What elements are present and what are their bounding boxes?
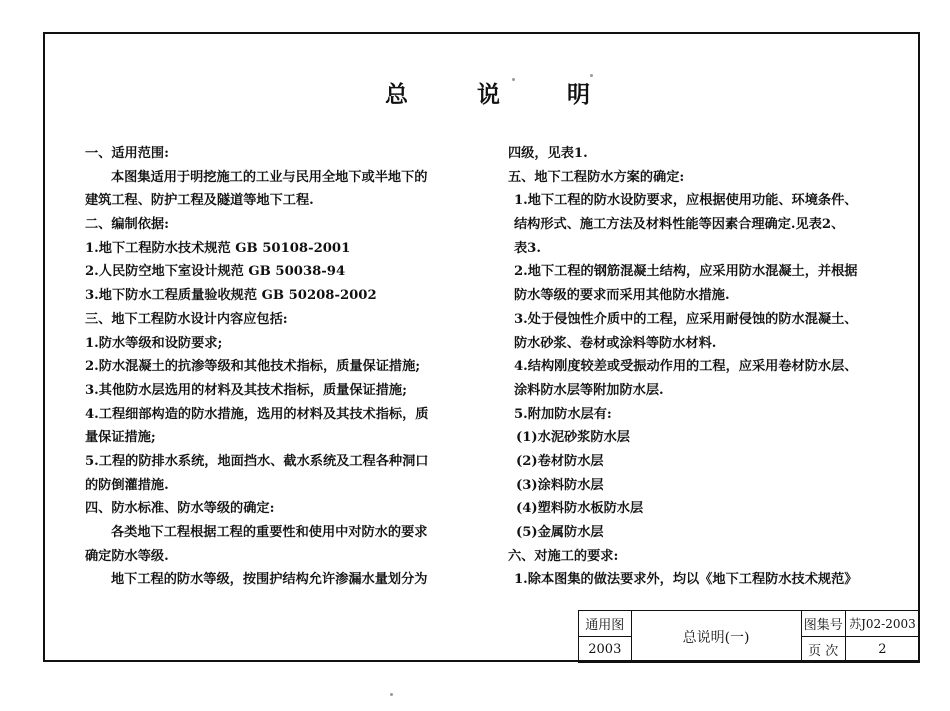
title-char-2: 说 [477, 81, 501, 108]
text-line: 1.除本图集的做法要求外，均以《地下工程防水技术规范》 [514, 572, 858, 588]
text-line: 3.其他防水层选用的材料及其技术指标，质量保证措施; [85, 382, 407, 398]
atlas-number: 苏J02-2003 [845, 611, 919, 637]
title-char-3: 明 [567, 81, 591, 108]
text-line: 5.附加防水层有: [514, 406, 612, 422]
text-line: 1.地下工程的防水设防要求，应根据使用功能、环境条件、 [514, 193, 858, 209]
text-line: 3.地下防水工程质量验收规范 GB 50208-2002 [85, 288, 377, 304]
list-item: (3)涂料防水层 [516, 477, 604, 493]
text-line: 表3. [514, 240, 541, 256]
year: 2003 [579, 637, 632, 663]
title-block [578, 610, 920, 663]
text-line: 五、地下工程防水方案的确定: [508, 169, 685, 185]
text-line: 的防倒灌措施. [85, 477, 169, 493]
list-item: (4)塑料防水板防水层 [516, 501, 644, 517]
atlas-number-label: 图集号 [801, 611, 845, 637]
text-line: 本图集适用于明挖施工的工业与民用全地下或半地下的 [111, 169, 428, 185]
text-line: 二、编制依据: [85, 217, 169, 233]
text-line: 确定防水等级. [85, 548, 169, 564]
general-drawing-label: 通用图 [579, 611, 632, 637]
text-line: 三、地下工程防水设计内容应包括: [85, 311, 288, 327]
text-line: 5.工程的防排水系统，地面挡水、截水系统及工程各种洞口 [85, 453, 429, 469]
text-line: 一、适用范围: [85, 146, 169, 161]
text-line: 2.防水混凝土的抗渗等级和其他技术指标，质量保证措施; [85, 359, 421, 375]
scan-speck [390, 693, 393, 696]
text-line: 四、防水标准、防水等级的确定: [85, 501, 275, 517]
text-line: 涂料防水层等附加防水层. [514, 382, 664, 398]
text-line: 防水砂浆、卷材或涂料等防水材料. [514, 335, 717, 351]
list-item: (1)水泥砂浆防水层 [516, 430, 630, 446]
text-line: 2.地下工程的钢筋混凝土结构，应采用防水混凝土，并根据 [514, 264, 858, 280]
list-item: (2)卷材防水层 [516, 453, 604, 469]
sheet-title: 总说明(一) [631, 611, 801, 663]
text-line: 防水等级的要求而采用其他防水措施. [514, 288, 730, 304]
page-title [0, 76, 950, 116]
text-line: 四级，见表1. [508, 146, 588, 161]
text-line: 量保证措施; [85, 430, 156, 446]
text-line: 地下工程的防水等级，按围护结构允许渗漏水量划分为 [111, 572, 428, 588]
page-number: 2 [845, 637, 919, 663]
text-line: 3.处于侵蚀性介质中的工程，应采用耐侵蚀的防水混凝土、 [514, 311, 858, 327]
text-line: 六、对施工的要求: [508, 548, 619, 564]
page-number-label: 页 次 [801, 637, 845, 663]
text-line: 各类地下工程根据工程的重要性和使用中对防水的要求 [111, 525, 428, 540]
title-char-1: 总 [385, 81, 409, 108]
right-column [508, 142, 908, 592]
scan-speck [590, 74, 593, 77]
text-line: 2.人民防空地下室设计规范 GB 50038-94 [85, 264, 346, 280]
text-line: 4.结构刚度较差或受振动作用的工程，应采用卷材防水层、 [514, 359, 858, 375]
list-item: (5)金属防水层 [516, 525, 604, 540]
text-line: 4.工程细部构造的防水措施，选用的材料及其技术指标，质 [85, 406, 429, 422]
text-line: 1.防水等级和设防要求; [85, 335, 223, 351]
left-column [85, 142, 495, 592]
text-line: 建筑工程、防护工程及隧道等地下工程. [85, 193, 314, 209]
text-line: 1.地下工程防水技术规范 GB 50108-2001 [85, 240, 351, 256]
scan-speck [512, 78, 515, 81]
text-line: 结构形式、施工方法及材料性能等因素合理确定.见表2、 [514, 217, 845, 233]
